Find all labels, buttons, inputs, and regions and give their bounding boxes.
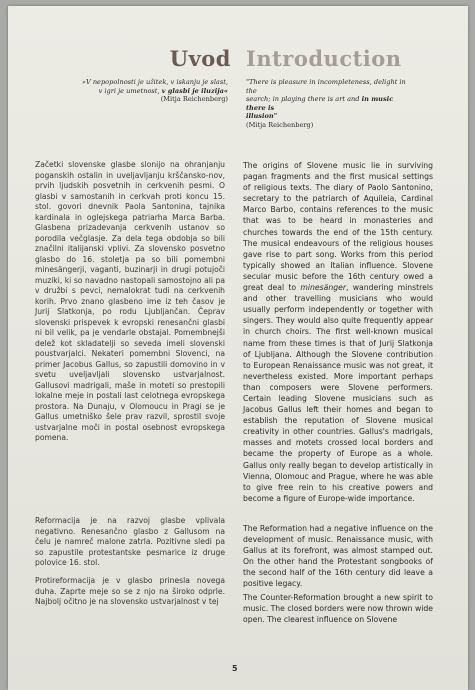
en-para1-text-a: The origins of Slovene music lie in surviving pagan fragments and the first musical settings of religious texts. The diary of Paolo Santonino, secretary to the patriarch of Aquileia, Cardinal Marco Barbo, contains references to the music that was to be heard in monasteries and churches towards the end of the 15th century. The musical endeavours of the religious houses gave rise to part song. Works from this period typically showed an Italian influence. Slovene secular music before the 16th century owed a great deal to [243, 161, 433, 293]
title-slovene: Uvod [169, 46, 231, 71]
slovene-paragraph-1 [35, 160, 225, 444]
sl-para3-text: Protireformacija je v glasbo prinesla novega duha. Zaprte meje so se z njo na široko odprle. Najbolj očitno je na slovensko ustvarjalnost v tej [35, 576, 225, 606]
en-para2-text: The Reformation had a negative influence on the development of music. Renaissance music, with Gallus at its forefront, was almost stamped out. On the other hand the Protestant songbooks of the second half of the 16th century did leave a positive legacy. [243, 524, 433, 589]
motto-english [246, 78, 406, 130]
english-paragraph-1 [243, 160, 433, 504]
motto-en-author: (Mitja Reichenberg) [246, 120, 314, 129]
en-para1-text-b: , wandering minstrels and other travelling musicians who would usually perform independently or together with singers. They would also quite frequently appear in church choirs. The first well-known musical name from these times is that of Jurij Slatkonja of Ljubljana. Although the Slovene contribution to European Renaissance music was not great, it nevertheless existed. More important perhaps than composers were Slovene performers. Certain leading Slovene musicians such as Jacobus Gallus left their homes and began to establish the reputation of Slovene musical creativity in other countries. Gallus's madrigals, masses and motets crossed local borders and became the property of Europe as a whole. Gallus only really began to develop artistically in Vienna, Olomouc and Prague, where he was able to give free rein to his creative powers and become a figure of Europe-wide importance. [243, 283, 433, 503]
motto-slovene [68, 78, 228, 104]
motto-sl-line1: »V nepopolnosti je užitek, v iskanju je slast, [81, 78, 228, 86]
sl-para1-text: Začetki slovenske glasbe slonijo na ohranjanju poganskih ostalin in uveljavljanju krščansko-nov, prvih ljudskih posvetnih in cerkvenih pesmi. O glasbi v samostanih in cerkvah proti koncu 15. stol. govori dnevnik Paola Santonina, tajnika kardinala in oglejskega patriarha Marca Barba. Glasbena prizadevanja cerkvenih ustanov so porodila večglasje. Za dela tega obdobja so bili značilni italijanski vplivi. Za slovensko posvetno glasbo do 16. stoletja pa so bili pomembni minesängerji, vaganti, buzinarji in drugi potujoči muziki, ki so navadno nastopali samostojno ali pa v družbi s pevci, nemalokrat tudi na cerkvenih korih. Prvo znano glasbeno ime iz teh časov je Jurij Slatkonja, po rodu Ljubljančan. Čeprav slovenski prispevek k evropski renesančni glasbi ni bil velik, pa je vendarle obstajal. Pomembnejši delež kot skladatelji so seveda imeli slovenski poustvarjalci. Nekateri pomembni Slovenci, na primer Jacobus Gallus, so zapustili domovino in v svetu uveljavljali slovensko ustvarjalnost. Gallusovi madrigali, maše in moteti so prestopili lokalne meje in postali last celotnega evropskega prostora. Na Dunaju, v Olomoucu in Pragi se je Gallus umetniško šele prav razvil, sprostil svoje ustvarjalne moči in postal osebnost evropskega pomena. [35, 160, 225, 442]
motto-sl-line2: v igri je umetnost, [98, 86, 162, 95]
en-para3-text: The Counter-Reformation brought a new spirit to music. The closed borders were now thrown wide open. The clearest influence on Slovene [243, 593, 434, 625]
motto-en-line3-bold: illusion" [246, 112, 278, 121]
english-paragraph-3 [243, 592, 433, 625]
title-row [8, 46, 468, 76]
slovene-paragraph-2 [35, 516, 225, 569]
sl-para2-text: Reformacija je na razvoj glasbe vplivala negativno. Renesančno glasbo z Gallusom na čelu je namreč malone zatrla. Pozitivne sledi pa so zapustile protestantske pesmarice iz druge polovice 16. stol. [35, 516, 225, 567]
slovene-paragraph-3 [35, 576, 225, 608]
english-paragraph-2 [243, 523, 433, 590]
en-para1-italic: minesänger [300, 283, 347, 293]
title-english: Introduction [246, 46, 402, 71]
book-page [8, 6, 468, 690]
motto-en-line2-bold: in music there is [246, 95, 394, 112]
motto-sl-author: (Mitja Reichenberg) [160, 95, 228, 104]
motto-sl-line2-bold: v glasbi je iluzija« [161, 86, 228, 95]
motto-en-line2: search; in playing there is art and [246, 95, 362, 104]
motto-en-line1: "There is pleasure in incompleteness, delight in the [246, 78, 406, 95]
page-number: 5 [232, 664, 238, 673]
